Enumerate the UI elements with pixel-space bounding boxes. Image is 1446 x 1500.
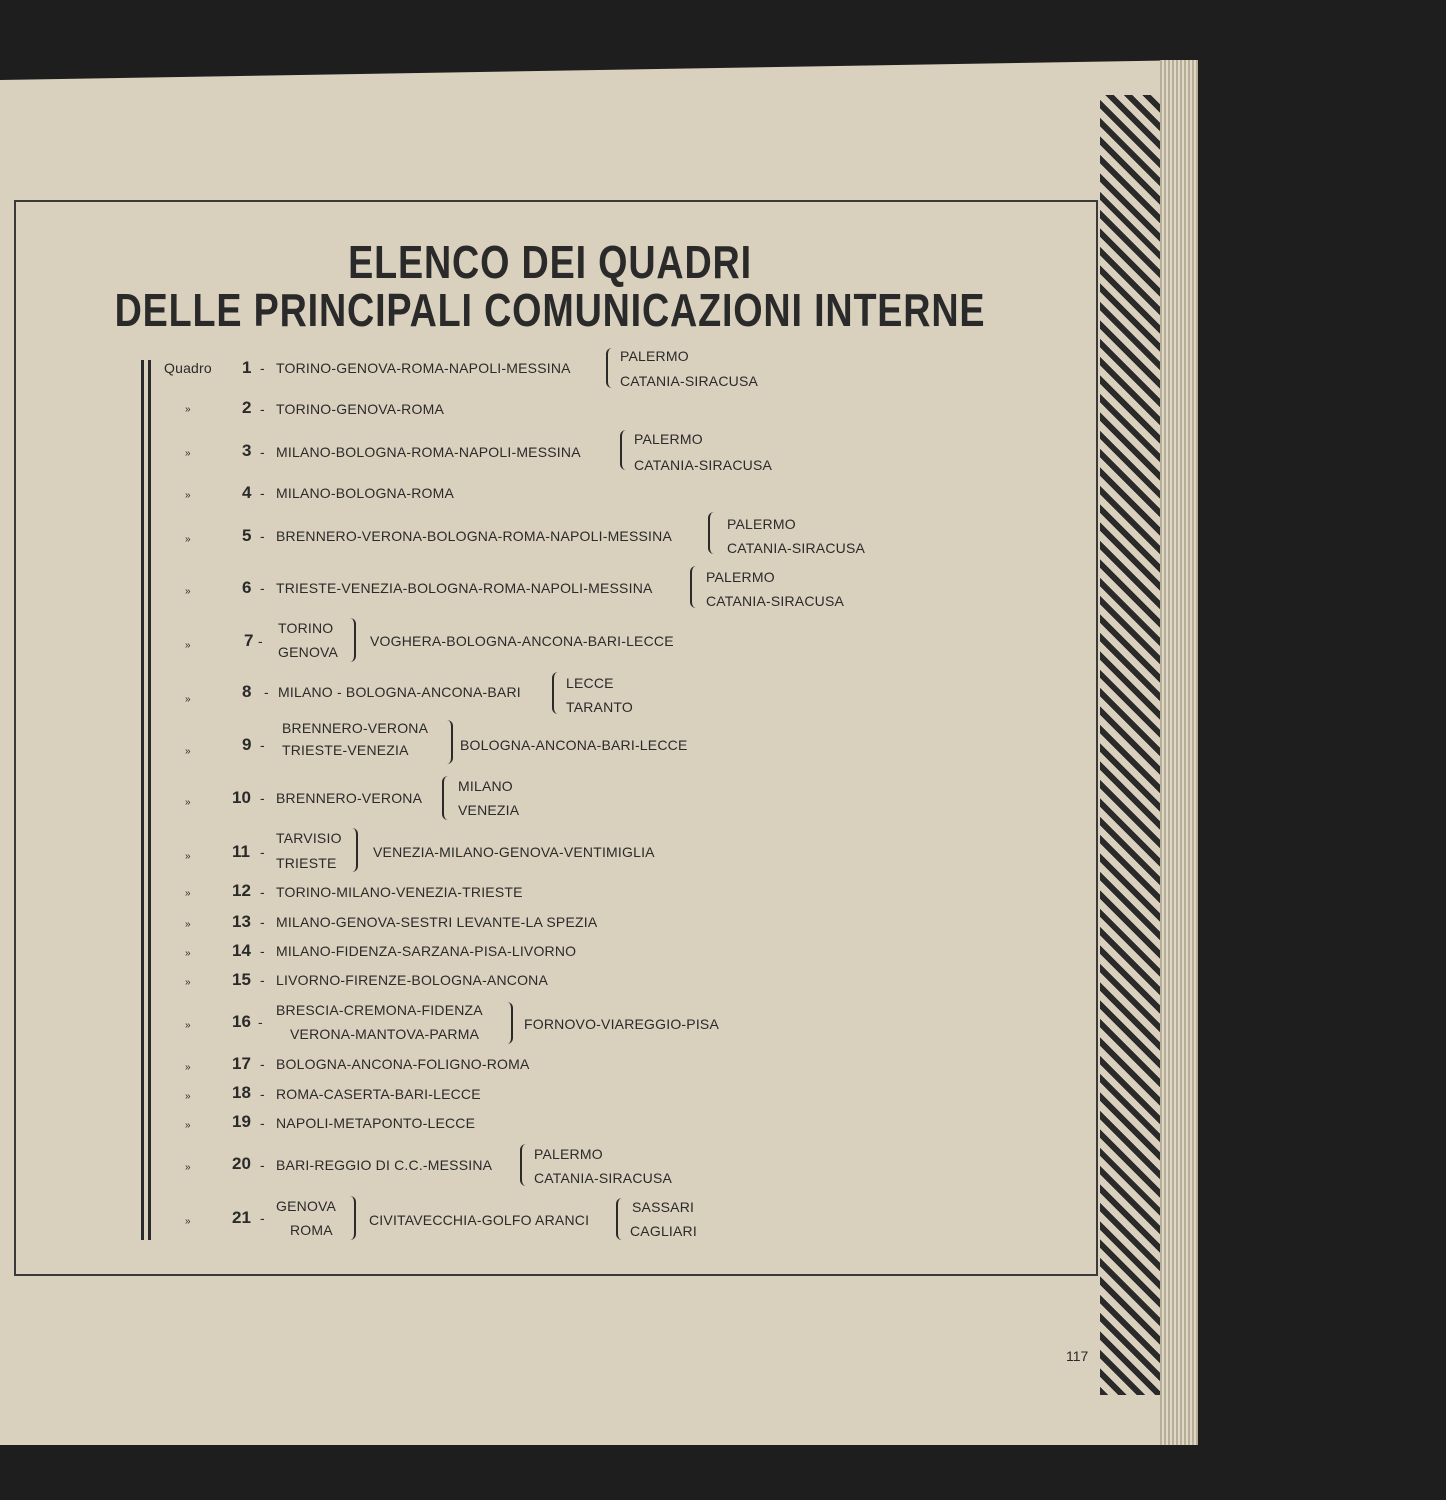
route: BRENNERO-VERONA — [276, 790, 423, 806]
ditto-mark: » — [185, 1091, 191, 1102]
route: BOLOGNA-ANCONA-BARI-LECCE — [460, 737, 688, 753]
brace — [520, 1144, 528, 1186]
route: BRENNERO-VERONA-BOLOGNA-ROMA-NAPOLI-MESSINA — [276, 528, 672, 544]
brace — [445, 720, 453, 764]
entry-number: 10 — [232, 788, 251, 807]
brace — [690, 566, 698, 608]
brace — [552, 672, 560, 714]
route: MILANO-GENOVA-SESTRI LEVANTE-LA SPEZIA — [276, 914, 598, 930]
entry-number: 15 — [232, 970, 251, 989]
entry-number: 4 — [242, 483, 252, 502]
entry-number: 18 — [232, 1083, 251, 1102]
entry-number: 17 — [232, 1054, 251, 1073]
origin: TORINO — [278, 620, 334, 636]
route: BARI-REGGIO DI C.C.-MESSINA — [276, 1157, 493, 1173]
title-line-1: ELENCO DEI QUADRI — [348, 236, 752, 288]
vertical-rule — [148, 360, 151, 1240]
dash: - — [260, 360, 265, 376]
branch: CAGLIARI — [630, 1223, 697, 1239]
ditto-mark: » — [185, 1120, 191, 1131]
entry-number: 20 — [232, 1154, 251, 1173]
origin: GENOVA — [278, 644, 339, 660]
branch: PALERMO — [534, 1146, 603, 1162]
dash: - — [260, 485, 265, 501]
entry-number: 14 — [232, 941, 251, 960]
entry-number: 12 — [232, 881, 251, 900]
route: MILANO-BOLOGNA-ROMA — [276, 485, 455, 501]
route: MILANO - BOLOGNA-ANCONA-BARI — [278, 684, 521, 700]
ditto-mark: » — [185, 640, 191, 651]
origin: VERONA-MANTOVA-PARMA — [290, 1026, 480, 1042]
brace — [708, 512, 716, 554]
ditto-mark: » — [185, 404, 191, 415]
dash: - — [260, 844, 265, 860]
origin: BRENNERO-VERONA — [282, 720, 429, 736]
entry-number: 19 — [232, 1112, 251, 1131]
origin: ROMA — [290, 1222, 333, 1238]
route: NAPOLI-METAPONTO-LECCE — [276, 1115, 476, 1131]
branch: CATANIA-SIRACUSA — [706, 593, 845, 609]
entry-number: 7 — [244, 631, 254, 650]
route: CIVITAVECCHIA-GOLFO ARANCI — [369, 1212, 590, 1228]
ditto-mark: » — [185, 919, 191, 930]
dash: - — [260, 790, 265, 806]
dash: - — [260, 401, 265, 417]
entry-number: 6 — [242, 578, 252, 597]
brace — [348, 1196, 356, 1240]
branch: MILANO — [458, 778, 513, 794]
branch: PALERMO — [727, 516, 796, 532]
vertical-rule — [141, 360, 144, 1240]
ditto-mark: » — [185, 1020, 191, 1031]
branch: PALERMO — [706, 569, 775, 585]
brace — [620, 430, 628, 470]
route: TORINO-GENOVA-ROMA-NAPOLI-MESSINA — [276, 360, 571, 376]
hatched-margin — [1100, 95, 1160, 1395]
route: VOGHERA-BOLOGNA-ANCONA-BARI-LECCE — [370, 633, 674, 649]
dash: - — [260, 737, 265, 753]
dash: - — [260, 1210, 265, 1226]
brace — [442, 776, 450, 820]
ditto-mark: » — [185, 977, 191, 988]
entry-number: 2 — [242, 398, 252, 417]
brace — [350, 828, 358, 872]
route: TORINO-GENOVA-ROMA — [276, 401, 444, 417]
branch: TARANTO — [566, 699, 633, 715]
route: BOLOGNA-ANCONA-FOLIGNO-ROMA — [276, 1056, 530, 1072]
ditto-mark: » — [185, 534, 191, 545]
route: MILANO-BOLOGNA-ROMA-NAPOLI-MESSINA — [276, 444, 581, 460]
ditto-mark: » — [185, 948, 191, 959]
ditto-mark: » — [185, 746, 191, 757]
route: LIVORNO-FIRENZE-BOLOGNA-ANCONA — [276, 972, 549, 988]
ditto-mark: » — [185, 694, 191, 705]
dash: - — [260, 528, 265, 544]
brace — [616, 1198, 624, 1240]
quadro-label: Quadro — [164, 360, 212, 376]
entry-number: 13 — [232, 912, 251, 931]
branch: VENEZIA — [458, 802, 520, 818]
page-number: 117 — [1066, 1348, 1089, 1364]
brace — [505, 1002, 513, 1044]
dash: - — [260, 943, 265, 959]
ditto-mark: » — [185, 1062, 191, 1073]
dash: - — [260, 1086, 265, 1102]
dash: - — [260, 884, 265, 900]
dash: - — [260, 444, 265, 460]
branch: CATANIA-SIRACUSA — [620, 373, 759, 389]
entry-number: 5 — [242, 526, 252, 545]
entry-number: 16 — [232, 1012, 251, 1031]
dash: - — [258, 1014, 263, 1030]
dash: - — [260, 1115, 265, 1131]
branch: PALERMO — [620, 348, 689, 364]
route: FORNOVO-VIAREGGIO-PISA — [524, 1016, 719, 1032]
page-title — [99, 238, 1001, 334]
origin: TARVISIO — [276, 830, 342, 846]
ditto-mark: » — [185, 448, 191, 459]
page-edge — [1160, 60, 1198, 1445]
branch: CATANIA-SIRACUSA — [634, 457, 773, 473]
route: MILANO-FIDENZA-SARZANA-PISA-LIVORNO — [276, 943, 577, 959]
ditto-mark: » — [185, 1162, 191, 1173]
origin: TRIESTE — [276, 855, 337, 871]
dash: - — [260, 1056, 265, 1072]
route: VENEZIA-MILANO-GENOVA-VENTIMIGLIA — [373, 844, 655, 860]
entry-number: 1 — [242, 358, 252, 377]
entry-number: 9 — [242, 735, 252, 754]
dash: - — [264, 684, 269, 700]
ditto-mark: » — [185, 586, 191, 597]
ditto-mark: » — [185, 797, 191, 808]
origin: BRESCIA-CREMONA-FIDENZA — [276, 1002, 483, 1018]
brace — [606, 348, 614, 388]
dash: - — [258, 633, 263, 649]
entry-number: 21 — [232, 1208, 251, 1227]
title-line-2: DELLE PRINCIPALI COMUNICAZIONI INTERNE — [114, 284, 986, 336]
route: TORINO-MILANO-VENEZIA-TRIESTE — [276, 884, 523, 900]
entry-number: 11 — [232, 842, 250, 861]
route: TRIESTE-VENEZIA-BOLOGNA-ROMA-NAPOLI-MESSINA — [276, 580, 653, 596]
ditto-mark: » — [185, 851, 191, 862]
origin: TRIESTE-VENEZIA — [282, 742, 409, 758]
ditto-mark: » — [185, 1216, 191, 1227]
origin: GENOVA — [276, 1198, 337, 1214]
route: ROMA-CASERTA-BARI-LECCE — [276, 1086, 481, 1102]
entry-number: 8 — [242, 682, 252, 701]
branch: PALERMO — [634, 431, 703, 447]
dash: - — [260, 972, 265, 988]
branch: CATANIA-SIRACUSA — [727, 540, 866, 556]
dash: - — [260, 914, 265, 930]
ditto-mark: » — [185, 888, 191, 899]
branch: SASSARI — [632, 1199, 695, 1215]
entry-number: 3 — [242, 441, 252, 460]
dash: - — [260, 1157, 265, 1173]
branch: LECCE — [566, 675, 614, 691]
branch: CATANIA-SIRACUSA — [534, 1170, 673, 1186]
brace — [348, 618, 356, 662]
dash: - — [260, 580, 265, 596]
ditto-mark: » — [185, 490, 191, 501]
